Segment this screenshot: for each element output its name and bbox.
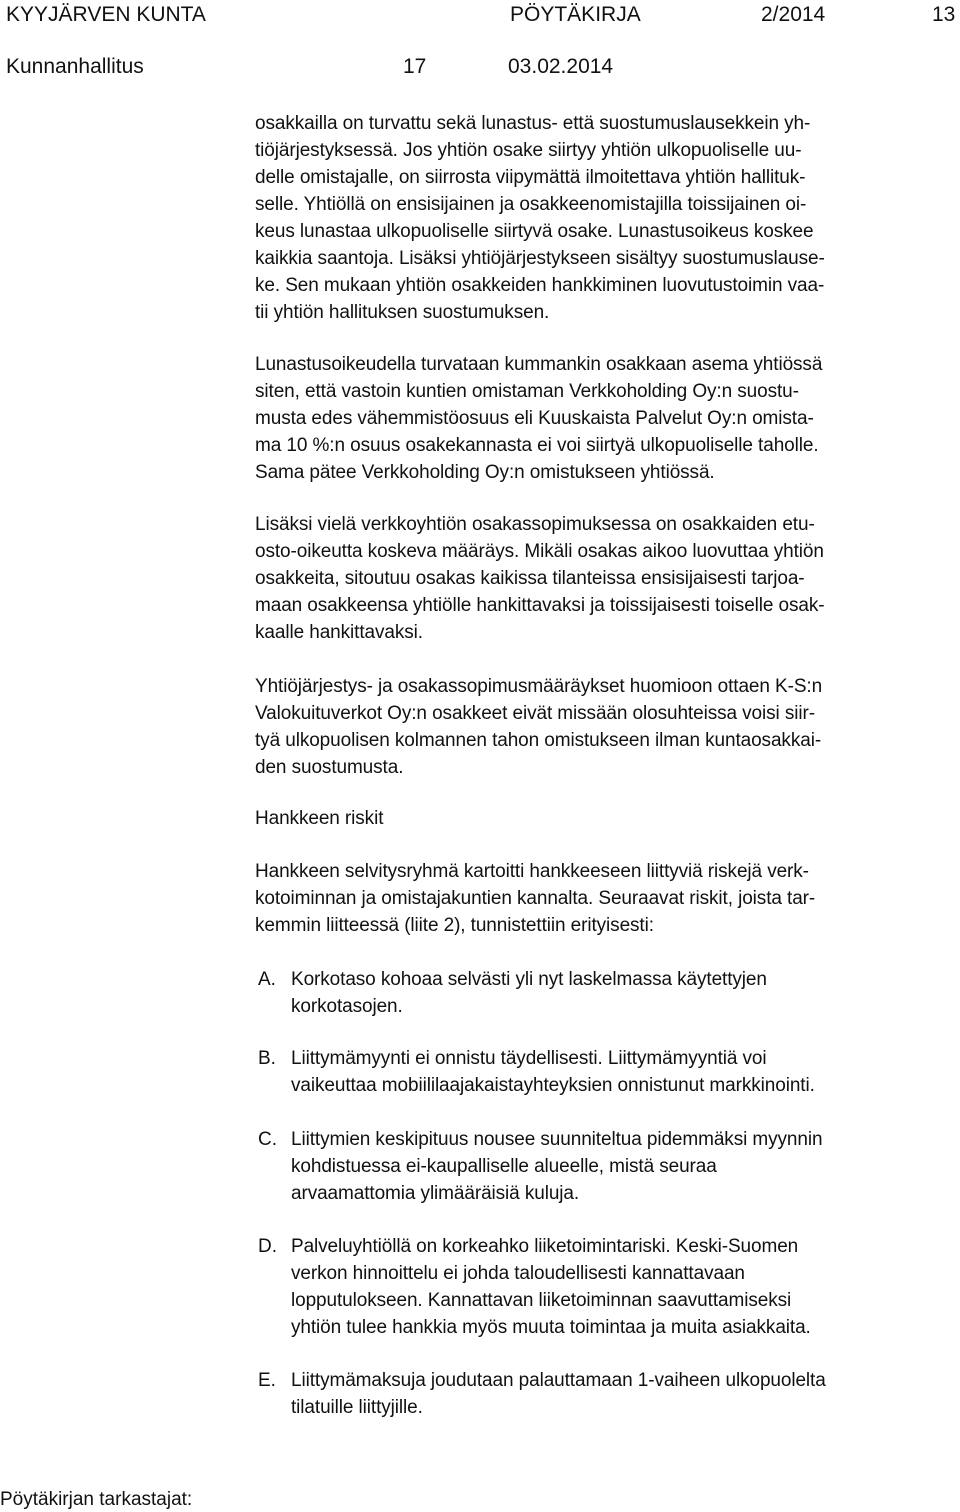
text-line: Liittymämaksuja joudutaan palauttamaan 1-vaiheen ulkopuolelta (291, 1370, 826, 1391)
text-line: vaikeuttaa mobiililaajakaistayhteyksien onnistunut markkinointi. (291, 1075, 815, 1096)
text-line: Lunastusoikeudella turvataan kummankin osakkaan asema yhtiössä (255, 354, 823, 375)
minutes-reviewers-label: Pöytäkirjan tarkastajat: (0, 1489, 193, 1510)
text-line: korkotasojen. (291, 996, 403, 1017)
document-number: 2/2014 (761, 3, 826, 26)
page-number: 13 (932, 3, 956, 26)
text-line: ma 10 %:n osuus osakekannasta ei voi siirtyä ulkopuoliselle taholle. (255, 435, 819, 456)
text-line: Korkotaso kohoaa selvästi yli nyt laskelmassa käytettyjen (291, 969, 767, 990)
text-line: tilatuille liittyjille. (291, 1397, 423, 1418)
text-line: Hankkeen selvitysryhmä kartoitti hankkeeseen liittyviä riskejä verk- (255, 861, 809, 882)
text-line: tii yhtiön hallituksen suostumuksen. (255, 302, 550, 323)
text-line: selle. Yhtiöllä on ensisijainen ja osakkeenomistajilla toissijainen oi- (255, 194, 807, 215)
text-line: den suostumusta. (255, 757, 404, 778)
text-line: kemmin liitteessä (liite 2), tunnistettiin erityisesti: (255, 915, 654, 936)
section-number: 17 (403, 55, 427, 78)
text-line: kaalle hankittavaksi. (255, 622, 423, 643)
municipality-name: KYYJÄRVEN KUNTA (6, 3, 206, 26)
text-line: Liittymämyynti ei onnistu täydellisesti. Liittymämyyntiä voi (291, 1048, 767, 1069)
text-line: osakkeita, sitoutuu osakas kaikissa tilanteissa ensisijaisesti tarjoa- (255, 568, 805, 589)
text-line: osto-oikeutta koskeva määräys. Mikäli osakas aikoo luovuttaa yhtiön (255, 541, 824, 562)
document-type: PÖYTÄKIRJA (510, 3, 641, 26)
text-line: Valokuituverkot Oy:n osakkeet eivät missään olosuhteissa voisi siir- (255, 703, 815, 724)
text-line: maan osakkeensa yhtiölle hankittavaksi ja toissijaisesti toiselle osak- (255, 595, 825, 616)
text-line: kotoiminnan ja omistajakuntien kannalta. Seuraavat riskit, joista tar- (255, 888, 816, 909)
text-line: Yhtiöjärjestys- ja osakassopimusmääräykset huomioon ottaen K-S:n (255, 676, 823, 697)
list-marker: B. (258, 1048, 276, 1069)
list-marker: E. (258, 1370, 276, 1391)
text-line: osakkailla on turvattu sekä lunastus- että suostumuslausekkein yh- (255, 113, 811, 134)
text-line: ke. Sen mukaan yhtiön osakkeiden hankkiminen luovutustoimin vaa- (255, 275, 825, 296)
section-heading-text: Hankkeen riskit (255, 808, 384, 829)
text-line: arvaamattomia ylimääräisiä kuluja. (291, 1183, 580, 1204)
text-line: Lisäksi vielä verkkoyhtiön osakassopimuksessa on osakkaiden etu- (255, 514, 815, 535)
text-line: tyä ulkopuolisen kolmannen tahon omistukseen ilman kuntaosakkai- (255, 730, 822, 751)
text-line: keus lunastaa ulkopuoliselle siirtyvä osake. Lunastusoikeus koskee (255, 221, 814, 242)
text-line: yhtiön tulee hankkia myös muuta toimintaa ja muita asiakkaita. (291, 1317, 811, 1338)
text-line: delle omistajalle, on siirrosta viipymättä ilmoitettava yhtiön hallituk- (255, 167, 806, 188)
list-marker: C. (258, 1129, 277, 1150)
text-line: musta edes vähemmistöosuus eli Kuuskaista Palvelut Oy:n omista- (255, 408, 814, 429)
text-line: lopputulokseen. Kannattavan liiketoiminnan saavuttamiseksi (291, 1290, 792, 1311)
text-line: Liittymien keskipituus nousee suunniteltua pidemmäksi myynnin (291, 1129, 823, 1150)
text-line: kohdistuessa ei-kaupalliselle alueelle, mistä seuraa (291, 1156, 717, 1177)
text-line: verkon hinnoittelu ei johda taloudellisesti kannattavaan (291, 1263, 745, 1284)
list-marker: D. (258, 1236, 277, 1257)
text-line: tiöjärjestyksessä. Jos yhtiön osake siirtyy yhtiön ulkopuoliselle uu- (255, 140, 802, 161)
text-line: Sama pätee Verkkoholding Oy:n omistukseen yhtiössä. (255, 462, 715, 483)
list-marker: A. (258, 969, 276, 990)
text-line: Palveluyhtiöllä on korkeahko liiketoimintariski. Keski-Suomen (291, 1236, 799, 1257)
text-line: kaikkia saantoja. Lisäksi yhtiöjärjestykseen sisältyy suostumuslause- (255, 248, 825, 269)
governing-body: Kunnanhallitus (6, 55, 144, 78)
text-line: siten, että vastoin kuntien omistaman Verkkoholding Oy:n suostu- (255, 381, 799, 402)
meeting-date: 03.02.2014 (508, 55, 614, 78)
